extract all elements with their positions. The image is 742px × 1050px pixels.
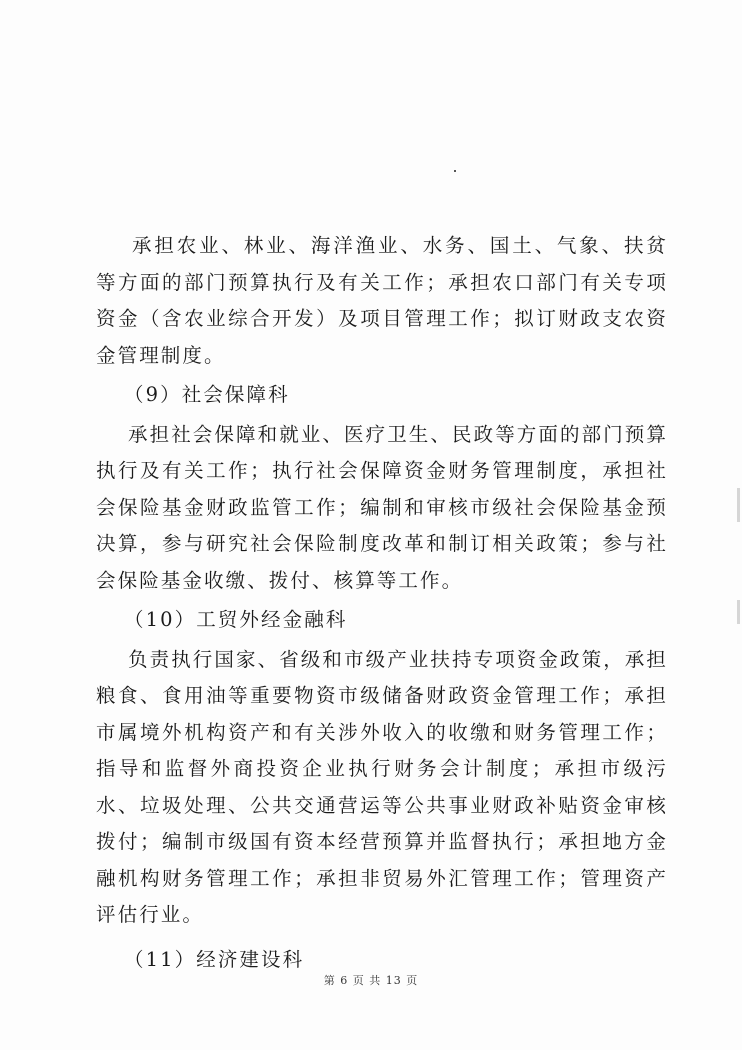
paragraph-social-security-duties: 承担社会保障和就业、医疗卫生、民政等方面的部门预算执行及有关工作；执行社会保障资金财务管理制度，承担社会保险基金财政监管工作；编制和审核市级社会保险基金预决算，参与研究社会保险制度改革和制订相关政策；参与社会保险基金收缴、拨付、核算等工作。 [96,422,669,592]
document-body [96,228,668,978]
scan-dot [454,170,456,172]
scan-edge-mark [737,600,740,624]
page-footer: 第 6 页 共 13 页 [323,974,419,987]
scan-edge-mark [737,488,740,522]
section-heading-social-security: （9）社会保障科 [124,383,290,406]
section-heading-economic-construction: （11）经济建设科 [124,947,305,971]
paragraph-trade-finance-duties: 负责执行国家、省级和市级产业扶持专项资金政策，承担粮食、食用油等重要物资市级储备财政资金管理工作；承担市属境外机构资产和有关涉外收入的收缴和财务管理工作；指导和监督外商投资企业执行财务会计制度；承担市级污水、垃圾处理、公共交通营运等公共事业财政补贴资金审核拨付；编制市级国有资本经营预算并监督执行；承担地方金融机构财务管理工作；承担非贸易外汇管理工作；管理资产评估行业。 [96,647,669,926]
paragraph-agriculture-duties: 承担农业、林业、海洋渔业、水务、国土、气象、扶贫等方面的部门预算执行及有关工作；承担农口部门有关专项资金（含农业综合开发）及项目管理工作；拟订财政支农资金管理制度。 [96,234,668,367]
section-heading-trade-finance: （10）工贸外经金融科 [124,608,348,631]
